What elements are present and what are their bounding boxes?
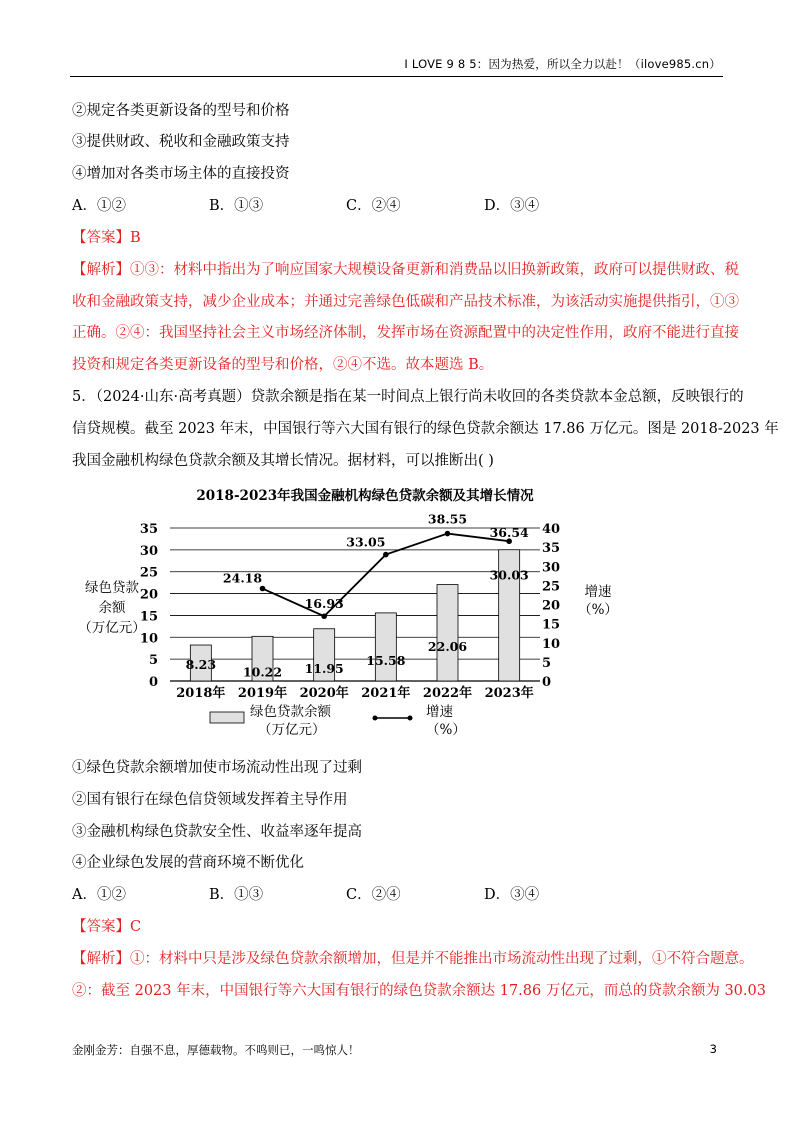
bar xyxy=(375,613,396,681)
left-tick-label: 15 xyxy=(139,609,158,625)
left-tick-label: 0 xyxy=(148,675,158,690)
header-divider xyxy=(70,76,723,77)
q5-item-1: ①绿色贷款余额增加使市场流动性出现了过剩 xyxy=(72,760,362,776)
growth-value-label: 36.54 xyxy=(489,525,529,541)
left-tick-label: 10 xyxy=(139,631,158,647)
chart-title: 2018-2023年我国金融机构绿色贷款余额及其增长情况 xyxy=(196,488,534,504)
category-label: 2018年 xyxy=(176,686,226,701)
right-tick-label: 5 xyxy=(542,655,552,671)
left-axis-title: 绿色贷款 xyxy=(85,580,139,596)
q5-option-b: B．①③ xyxy=(209,887,264,903)
category-label: 2019年 xyxy=(237,686,288,701)
left-tick-label: 25 xyxy=(139,565,158,581)
legend-bar-unit: （万亿元） xyxy=(258,722,326,738)
left-axis-title: 余额 xyxy=(98,600,126,616)
q4-answer: 【答案】B xyxy=(72,230,141,246)
left-tick-label: 5 xyxy=(148,653,158,669)
q5-item-4: ④企业绿色发展的营商环境不断优化 xyxy=(72,855,304,871)
right-tick-label: 15 xyxy=(542,617,561,633)
legend-line-marker xyxy=(373,716,378,721)
bar-value-label: 11.95 xyxy=(304,660,344,676)
q5-answer: 【答案】C xyxy=(72,919,142,935)
page-header: I LOVE 9 8 5：因为热爱，所以全力以赴！（ilove985.cn） xyxy=(404,57,721,71)
q5-item-2: ②国有银行在绿色信贷领域发挥着主导作用 xyxy=(72,792,348,808)
q4-analysis-line-1: 【解析】①③：材料中指出为了响应国家大规模设备更新和消费品以旧换新政策，政府可以提供财政、税 xyxy=(72,262,739,278)
q5-analysis-line-2: ②：截至 2023 年末，中国银行等六大国有银行的绿色贷款余额达 17.86 万亿元，而总的贷款余额为 30.03 xyxy=(72,983,766,999)
category-label: 2021年 xyxy=(361,686,411,701)
right-tick-label: 30 xyxy=(542,560,561,576)
left-tick-label: 20 xyxy=(139,587,158,603)
q4-item-3: ③提供财政、税收和金融政策支持 xyxy=(72,134,290,150)
legend-line-label: 增速 xyxy=(426,704,453,720)
right-tick-label: 35 xyxy=(542,541,561,557)
q4-option-d: D．③④ xyxy=(484,198,540,214)
growth-value-label: 38.55 xyxy=(427,511,468,527)
category-label: 2023年 xyxy=(484,686,534,701)
bar-value-label: 8.23 xyxy=(185,657,217,672)
q5-option-c: C．②④ xyxy=(346,887,401,903)
growth-point xyxy=(445,531,451,537)
category-label: 2020年 xyxy=(299,686,349,701)
right-tick-label: 25 xyxy=(542,579,561,595)
left-tick-label: 30 xyxy=(139,543,158,559)
growth-point xyxy=(260,586,266,592)
category-label: 2022年 xyxy=(422,686,473,701)
green-loan-chart xyxy=(70,482,630,744)
growth-point xyxy=(383,552,389,558)
q5-stem-line-1: 5．（2024·山东·高考真题）贷款余额是指在某一时间点上银行尚未收回的各类贷款本金总额，反映银行的 xyxy=(72,389,744,405)
right-tick-label: 0 xyxy=(542,675,552,690)
page-number: 3 xyxy=(709,1042,717,1056)
q5-analysis-line-1: 【解析】①：材料中只是涉及绿色贷款余额增加，但是并不能推出市场流动性出现了过剩，①不符合题意。 xyxy=(72,951,754,967)
q4-analysis-line-3: 正确。②④：我国坚持社会主义市场经济体制，发挥市场在资源配置中的决定性作用，政府不能进行直接 xyxy=(72,325,739,341)
growth-point xyxy=(321,613,327,619)
left-axis-title: （万亿元） xyxy=(78,620,146,636)
bar xyxy=(437,585,458,681)
q4-analysis-line-2: 收和金融政策支持，减少企业成本；并通过完善绿色低碳和产品技术标准，为该活动实施提供指引，①③ xyxy=(72,294,739,310)
legend-bar-label: 绿色贷款余额 xyxy=(250,704,331,720)
right-axis-title: 增速 xyxy=(584,584,612,600)
growth-value-label: 33.05 xyxy=(346,534,386,550)
bar-value-label: 30.03 xyxy=(489,567,529,583)
right-axis-title: （%） xyxy=(578,602,618,618)
right-tick-label: 20 xyxy=(542,598,561,614)
q4-option-c: C．②④ xyxy=(346,198,401,214)
bar-value-label: 15.58 xyxy=(366,652,406,668)
legend-line-unit: （%） xyxy=(426,722,466,738)
growth-value-label: 24.18 xyxy=(222,570,263,586)
q5-option-d: D．③④ xyxy=(484,887,540,903)
q5-stem-line-3: 我国金融机构绿色贷款余额及其增长情况。据材料，可以推断出( ) xyxy=(72,453,494,469)
growth-value-label: 16.93 xyxy=(304,596,344,612)
legend-bar-swatch xyxy=(210,712,244,723)
legend-line-marker xyxy=(408,716,413,721)
q4-analysis-line-4: 投资和规定各类更新设备的型号和价格，②④不选。故本题选 B。 xyxy=(72,357,494,373)
q5-item-3: ③金融机构绿色贷款安全性、收益率逐年提高 xyxy=(72,824,362,840)
page-footer: 金刚金芳：自强不息，厚德载物。不鸣则已，一鸣惊人！ xyxy=(72,1043,360,1057)
q4-item-4: ④增加对各类市场主体的直接投资 xyxy=(72,166,290,182)
left-tick-label: 35 xyxy=(139,522,158,537)
bar-value-label: 10.22 xyxy=(242,664,283,680)
q4-option-b: B．①③ xyxy=(209,198,264,214)
right-tick-label: 40 xyxy=(542,522,561,537)
q4-item-2: ②规定各类更新设备的型号和价格 xyxy=(72,103,290,119)
bar-value-label: 22.06 xyxy=(427,638,468,654)
q5-stem-line-2: 信贷规模。截至 2023 年末，中国银行等六大国有银行的绿色贷款余额达 17.86 万亿元。图是 2018-2023 年 xyxy=(72,421,779,437)
right-tick-label: 10 xyxy=(542,636,561,652)
q4-option-a: A．①② xyxy=(72,198,126,214)
growth-line xyxy=(263,534,510,617)
q5-option-a: A．①② xyxy=(72,887,126,903)
